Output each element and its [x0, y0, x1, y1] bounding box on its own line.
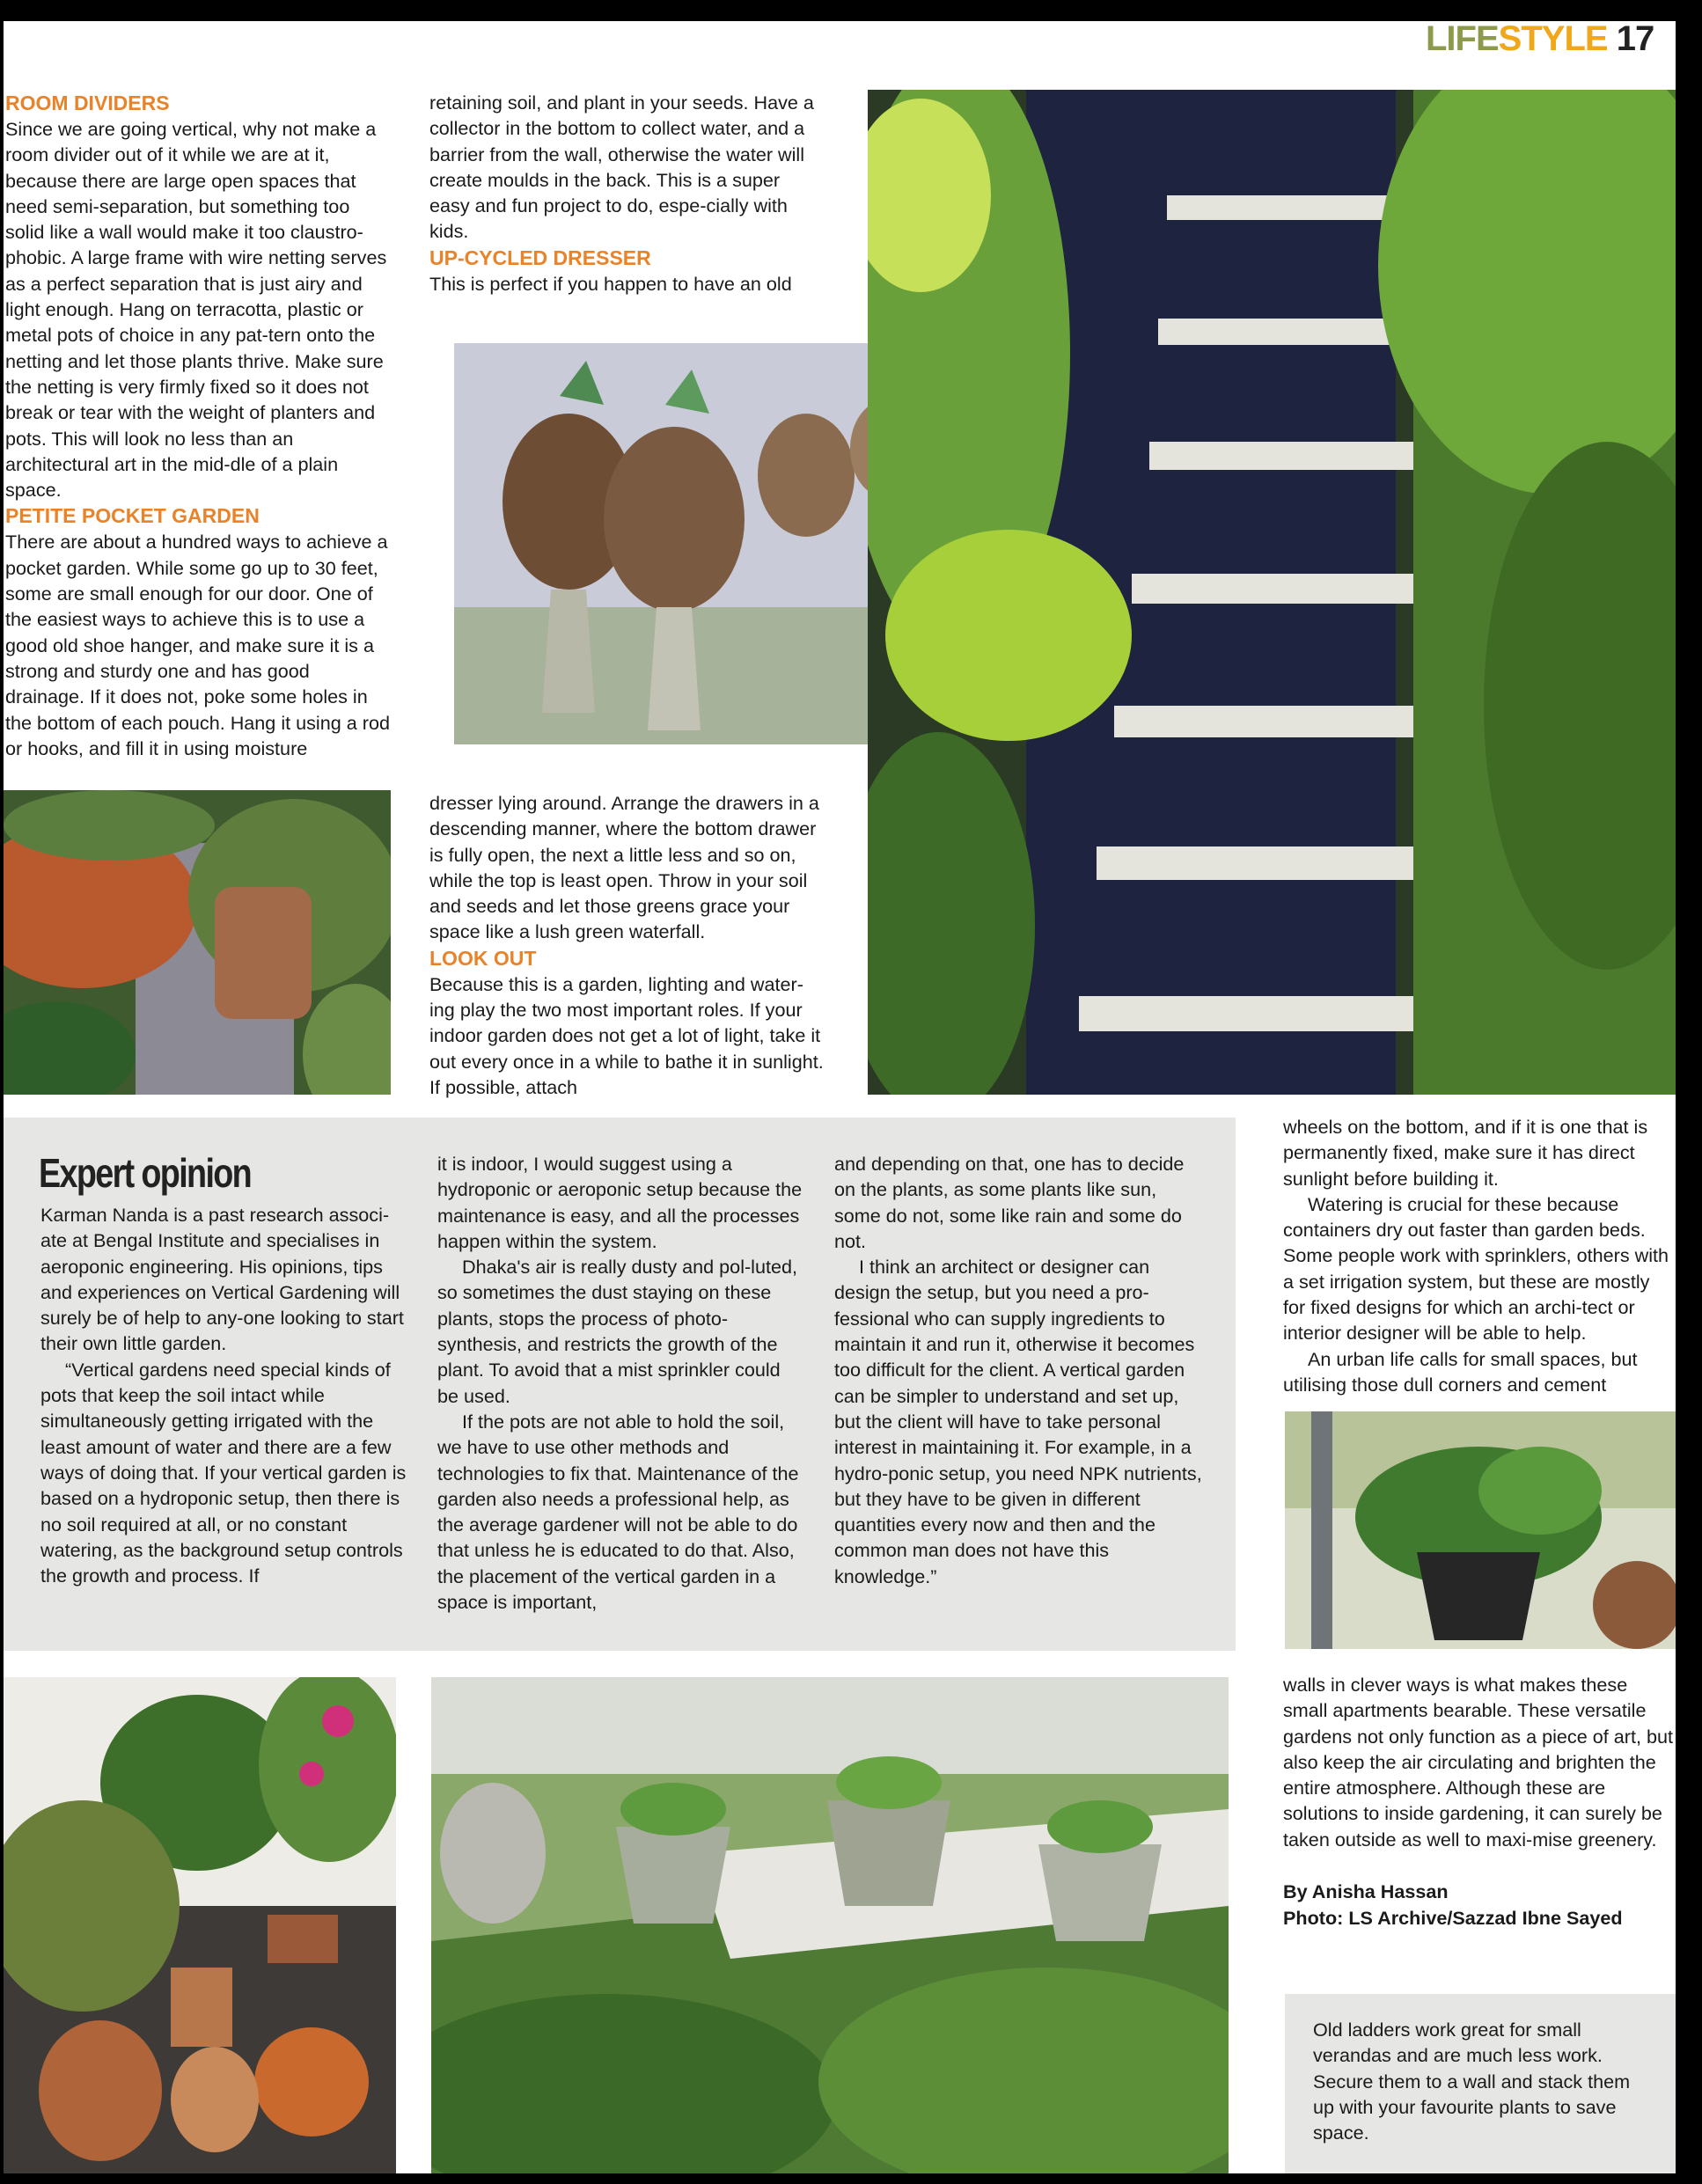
expert-intro: Karman Nanda is a past research associ-ate at Bengal Institute and specialises in aeroponic engineering. His opinions, tips and experiences on Vertical Gardening will surely be of help to any-one looking to start their own little garden. — [40, 1204, 404, 1355]
expert-column-3 — [834, 1151, 1204, 1589]
expert-c2-p1: it is indoor, I would suggest using a hydroponic or aeroponic setup because the maintenance is easy, and all the processes happen within the system. — [437, 1153, 803, 1252]
expert-quote-1: “Vertical gardens need special kinds of pots that keep the soil intact while simultaneously getting irrigated with the least amount of water and there are a few ways of doing that. If your vertical garden is based on a hydroponic setup, then there is no soil required at all, or no constant watering, as the background setup controls the growth and process. If — [40, 1358, 407, 1587]
photo-terrace-pots — [4, 1677, 396, 2173]
paragraph-dresser: dresser lying around. Arrange the drawers in a descending manner, where the bottom drawer is fully open, the next a little less and so on, while the top is least open. Throw in your soil and seeds and let those greens grace your space like a lush green waterfall. — [429, 792, 819, 943]
tip-text: Old ladders work great for small verandas and are much less work. Secure them to a wall and stack them up with your favourite plants to save space. — [1313, 2019, 1631, 2144]
masthead-life: LIFE — [1426, 19, 1499, 58]
expert-c2-p3: If the pots are not able to hold the soil, we have to use other methods and technologies to fix that. Maintenance of the garden also needs a professional help, as the average gardener will not be able to do that unless he is educated to do that. Also, the placement of the vertical garden in a space is important, — [437, 1410, 799, 1614]
column-2-bottom — [429, 790, 825, 1100]
paragraph-look-out: Because this is a garden, lighting and water-ing play the two most important roles. If your indoor garden does not get a lot of light, take it out every once in a while to bathe it in sunlight. If possible, attach — [429, 972, 824, 1098]
page-number: 17 — [1616, 19, 1654, 58]
paragraph-dresser-start: This is perfect if you happen to have an old — [429, 272, 792, 295]
heading-look-out: LOOK OUT — [429, 946, 537, 970]
right-border — [1676, 0, 1702, 2184]
photo-vertical-garden-stairs — [868, 90, 1676, 1095]
expert-c3-p1: and depending on that, one has to decide on the plants, as some plants like sun, some do not, some like rain and some do not. — [834, 1153, 1185, 1252]
heading-upcycled-dresser: UP-CYCLED DRESSER — [429, 246, 651, 269]
paragraph-wheels: wheels on the bottom, and if it is one that is permanently fixed, make sure it has direct sunlight before building it. — [1283, 1116, 1648, 1190]
byline-author: By Anisha Hassan — [1283, 1880, 1449, 1903]
expert-column-2 — [437, 1151, 805, 1615]
expert-c3-p2: I think an architect or designer can design the setup, but you need a pro-fessional who can supply ingredients to maintain it and run it, otherwise it becomes too difficult for the client. A vertical garden can be simpler to understand and set up, but the client will have to take personal interest in maintaining it. For example, in a hydro-ponic setup, you need NPK nutrients, but they have to be given in different quantities every now and then and the common man does not have this knowledge.” — [834, 1256, 1202, 1587]
bottom-border — [0, 2173, 1702, 2184]
photo-hanging-pots-outdoor — [431, 1677, 1229, 2173]
photo-terracotta-garden — [4, 790, 391, 1095]
heading-pocket-garden: PETITE POCKET GARDEN — [5, 504, 260, 528]
column-4-bottom — [1283, 1672, 1676, 1931]
column-2-top — [429, 90, 817, 297]
section-masthead — [1426, 19, 1654, 59]
expert-c2-p2: Dhaka's air is really dusty and pol-luted, so sometimes the dust staying on these plants, stops the process of photo-synthesis, and restricts the growth of the plant. To avoid that a mist sprinkler could be used. — [437, 1256, 798, 1407]
top-border — [0, 0, 1702, 21]
masthead-style: STYLE — [1498, 19, 1608, 58]
paragraph-room-dividers: Since we are going vertical, why not make a room divider out of it while we are at it, because there are large open spaces that need semi-separation, but something too solid like a wall would make it too claustro-phobic. A large frame with wire netting serves as a perfect separation that is just airy and light enough. Hang on terracotta, plastic or metal pots of choice in any pat-tern onto the netting and let those plants thrive. Make sure the netting is very firmly fixed so it does not break or tear with the weight of planters and pots. This will look no less than an architectural art in the mid-dle of a plain space. — [5, 118, 387, 502]
heading-room-dividers: ROOM DIVIDERS — [5, 92, 170, 114]
paragraph-urban: An urban life calls for small spaces, but utilising those dull corners and cement — [1283, 1347, 1638, 1396]
paragraph-watering: Watering is crucial for these because containers dry out faster than garden beds. Some people work with sprinklers, others with a set irrigation system, but these are mostly for fixed designs for which an archi-tect or interior designer will be able to help. — [1283, 1192, 1669, 1345]
column-4-top — [1283, 1114, 1676, 1397]
column-1 — [5, 90, 392, 761]
expert-column-1 — [40, 1202, 407, 1588]
paragraph-moisture: retaining soil, and plant in your seeds. Have a collector in the bottom to collect water, and a barrier from the wall, otherwise the water will create moulds in the back. This is a super easy and fun project to do, espe-cially with kids. — [429, 92, 814, 243]
expert-opinion-title: Expert opinion — [39, 1150, 252, 1196]
byline-photo: Photo: LS Archive/Sazzad Ibne Sayed — [1283, 1907, 1623, 1930]
paragraph-pocket-garden: There are about a hundred ways to achieve a pocket garden. While some go up to 30 feet, some are small enough for our door. One of the easiest ways to achieve this is to use a good old shoe hanger, and make sure it is a strong and sturdy one and has good drainage. If it does not, poke some holes in the bottom of each pouch. Hang it using a rod or hooks, and fill it in using moisture — [5, 531, 390, 759]
photo-hanging-pot — [1285, 1411, 1676, 1649]
paragraph-walls: walls in clever ways is what makes these small apartments bearable. These versatile gardens not only function as a piece of art, but also keep the air circulating and brighten the entire atmosphere. Although these are solutions to inside gardening, it can surely be taken outside as well to maxi-mise greenery. — [1283, 1674, 1673, 1851]
